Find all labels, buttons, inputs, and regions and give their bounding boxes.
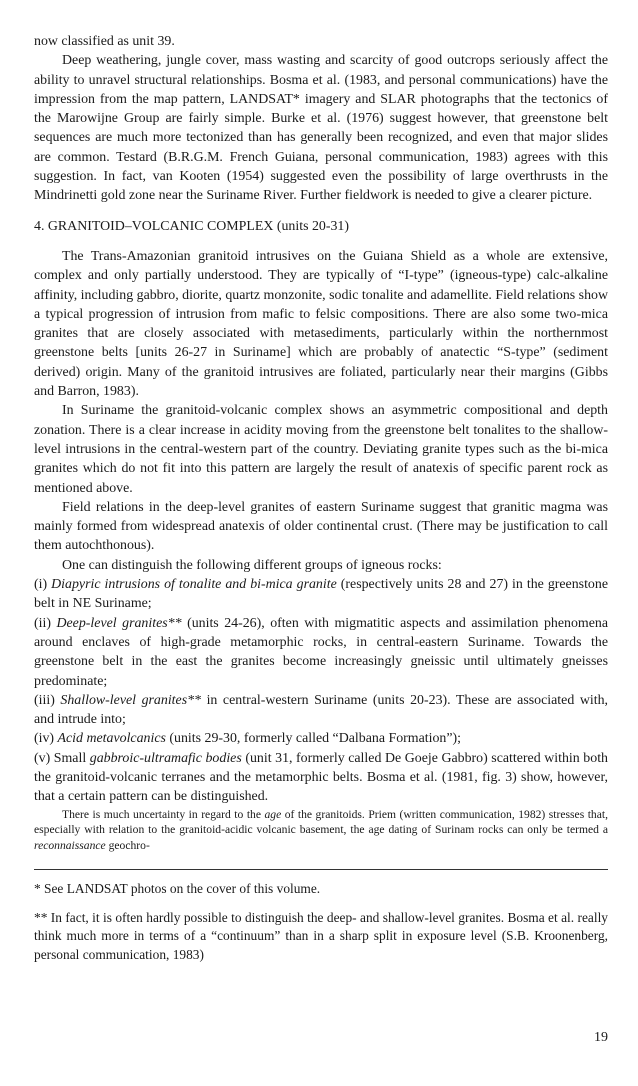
paragraph-5: Field relations in the deep-level granites of eastern Suriname suggest that granitic magma was mainly formed from widespread anatexis of older continental crust. (There may be justification to call them autochthonous).	[34, 499, 608, 554]
list-item	[34, 691, 608, 730]
footnote-1: * See LANDSAT photos on the cover of this volume.	[34, 881, 321, 897]
paragraph-1: now classified as unit 39.	[34, 34, 175, 49]
paragraph-4: In Suriname the granitoid-volcanic complex shows an asymmetric compositional and depth zonation. There is a clear increase in acidity moving from the greenstone belt tonalites to the shallow-level intrusions in the central-western part of the country. Deviating granite types such as the bi-mica granites which do not fit into this pattern are largely the result of anatexis of specific parent rock as mentioned above.	[34, 403, 608, 496]
age-note-text: There is much uncertainty in regard to the	[62, 807, 265, 821]
section-heading: 4. GRANITOID–VOLCANIC COMPLEX (units 20-31)	[34, 218, 349, 234]
age-note-term: reconnaissance	[34, 838, 106, 852]
footnote-2: ** In fact, it is often hardly possible to distinguish the deep- and shallow-level granites. Bosma et al. really think much more in terms of a “continuum” than in a sharp split in exposure level (S.B. Kroonenberg, personal communication, 1983)	[34, 909, 608, 962]
list-text: (units 24-26), often with migmatitic aspects and assimilation phenomena around enclaves of high-grade metamorphic rocks, in central-eastern Suriname. Towards the greenstone belt in the east the granites become increasingly gneissic until ultimately gneisses predominate;	[34, 615, 608, 689]
list-prefix: (iv)	[34, 731, 58, 747]
list-prefix: (iii)	[34, 692, 61, 708]
footnote-divider	[34, 869, 608, 870]
list-item	[34, 614, 608, 691]
list-item	[34, 575, 608, 614]
age-note-text: geochro-	[105, 838, 150, 852]
list-prefix: (v) Small	[34, 750, 90, 766]
paragraph-6: One can distinguish the following different groups of igneous rocks:	[62, 557, 442, 573]
age-note-text: of the granitoids. Priem (written communication, 1982) stresses that, especially with relation to the granitoid-acidic volcanic basement, the age dating of Surinam rocks can only be termed a	[34, 807, 608, 837]
list-item	[34, 749, 608, 807]
list-prefix: (i)	[34, 577, 52, 593]
list-prefix: (ii)	[34, 615, 57, 631]
age-note-paragraph	[34, 807, 608, 854]
list-term: Diapyric intrusions of tonalite and bi-mica granite	[51, 577, 337, 593]
list-text: (unit 31, formerly called De Goeje Gabbro) scattered within both the granitoid-volcanic terranes and the metamorphic belts. Bosma et al. (1981, fig. 3) show, however, that a certain pattern can be distinguished.	[34, 750, 609, 805]
list-text: (units 29-30, formerly called “Dalbana Formation”);	[165, 731, 462, 747]
list-term: Shallow-level granites**	[60, 692, 201, 708]
list-text: in central-western Suriname (units 20-23). These are associated with, and intrude into;	[34, 692, 609, 728]
list-term: gabbroic-ultramafic bodies	[89, 750, 242, 766]
list-text: (respectively units 28 and 27) in the greenstone belt in NE Suriname;	[34, 577, 608, 612]
paragraph-3: The Trans-Amazonian granitoid intrusives on the Guiana Shield as a whole are extensive, complex and only partially understood. They are typically of “I-type” (igneous-type) calc-alkaline affinity, including gabbro, diorite, quartz monzonite, sodic tonalite and adamellite. Field relations show a typical progression of intrusion from mafic to felsic compositions. There are also some two-mica granites that are closely associated with metasediments, particularly within the northernmost greenstone belts [units 26-27 in Suriname] which are probably of anatectic “S-type” (sediment derived) origin. Many of the granitoid intrusives are foliated, particularly near their margins (Gibbs and Barron, 1983).	[34, 248, 609, 400]
paragraph-2: Deep weathering, jungle cover, mass wasting and scarcity of good outcrops seriously affect the ability to unravel structural relationships. Bosma et al. (1983, and personal communications) have the impression from the map pattern, LANDSAT* imagery and SLAR photographs that the tectonics of the Marowijne Group are fairly simple. Burke et al. (1976) suggest however, that greenstone belt sequences are much more tectonized than has generally been recognized, and even that major slides are common. Testard (B.R.G.M. French Guiana, personal communication, 1983) agrees with this suggestion. In fact, van Kooten (1954) suggested even the possibility of large overthrusts in the Mindrinetti gold zone near the Suriname River. Further fieldwork is needed to give a clearer picture.	[34, 53, 608, 204]
igneous-groups-list	[34, 575, 608, 807]
age-note-term: age	[264, 807, 282, 821]
list-term: Deep-level granites**	[56, 615, 182, 631]
list-item	[34, 729, 608, 748]
list-term: Acid metavolcanics	[57, 731, 166, 747]
page-number: 19	[594, 1030, 608, 1045]
page-body	[34, 32, 608, 974]
